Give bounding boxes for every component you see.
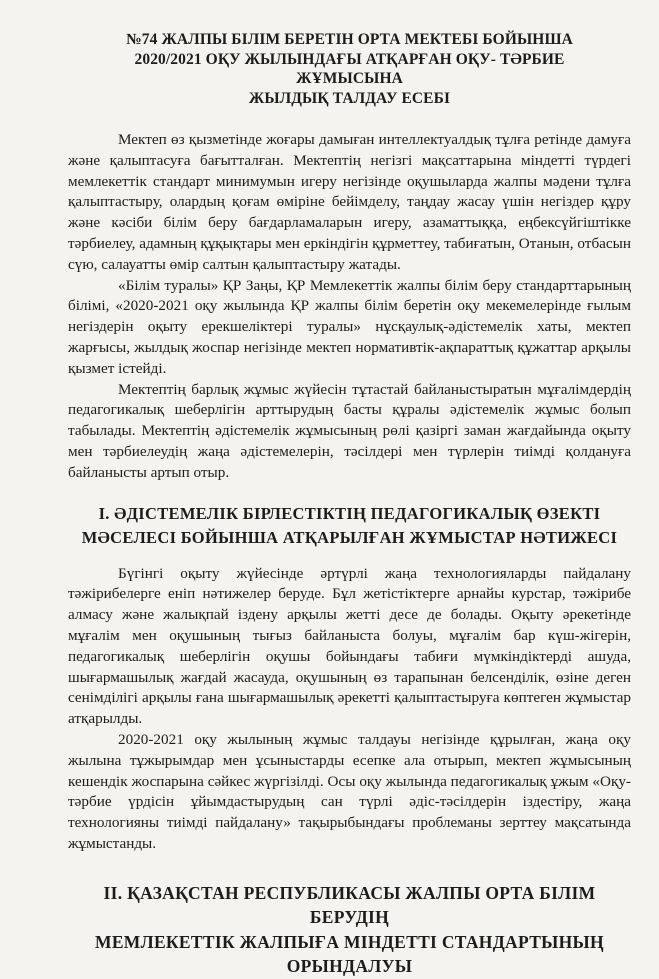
section-heading-line: МЕМЛЕКЕТТІК ЖАЛПЫҒА МІНДЕТТІ СТАНДАРТЫНЫҢ — [95, 931, 604, 952]
document-title — [68, 30, 631, 108]
intro-paragraph: Мектеп өз қызметінде жоғары дамыған интеллектуалдық тұлға ретінде дамуға және қалыптасуға бағытталған. Мектептің негізгі мақсаттарына міндетті түрдегі мемлекеттік стандарт минимумын игеру негізінде оқушыларда жалпы мәдени тұлға қалыптастыру, олардың қоғам өміріне бейімделу, таңдау жасау үшін негіздер құру және кәсіби білім беру бағдарламаларын игеру, азаматтыққа, еңбексүйгіштікке тәрбиелеу, адамның құқықтары мен еркіндігін құрметтеу, табиғатын, Отанын, отбасын сүю, салауатты өмір салтын қалыптастыру жатады. — [68, 131, 631, 273]
section-heading-line: II. ҚАЗАҚСТАН РЕСПУБЛИКАСЫ ЖАЛПЫ ОРТА БІЛІМ БЕРУДІҢ — [103, 882, 596, 928]
title-line: ЖЫЛДЫҚ ТАЛДАУ ЕСЕБІ — [248, 89, 451, 107]
section-2-heading — [68, 881, 631, 979]
section-1-heading — [68, 502, 631, 550]
section-heading-line: I. ӘДІСТЕМЕЛІК БІРЛЕСТІКТІҢ ПЕДАГОГИКАЛЫҚ ӨЗЕКТІ — [98, 503, 601, 523]
title-line: 2020/2021 ОҚУ ЖЫЛЫНДАҒЫ АТҚАРҒАН ОҚУ- ТӘРБИЕ — [134, 50, 565, 68]
intro-paragraph: «Білім туралы» ҚР Заңы, ҚР Мемлекеттік жалпы білім беру стандарттарының білімі, «2020-2021 оқу жылында ҚР жалпы білім беретін оқу мекемелерінде ғылым негіздерін оқыту ерекшеліктері туралы» нұсқаулық-әдістемелік хаты, мектеп жарғысы, жылдық жоспар негізінде мектеп нормативтік-ақпараттық құжаттар арқылы қызмет істейді. — [68, 276, 631, 377]
title-line: №74 ЖАЛПЫ БІЛІМ БЕРЕТІН ОРТА МЕКТЕБІ БОЙЫНША — [126, 31, 573, 48]
section-1-paragraph: 2020-2021 оқу жылының жұмыс талдауы негізінде құрылған, жаңа оқу жылына тұжырымдар мен ұсыныстарды есепке ала отырып, мектеп жұмысының кешендік жоспарына сәйкес жүргізілді. Осы оқу жылында педагогикалық ұжым «Оқу-тәрбие үрдісін ұйымдастырудың сан түрлі әдіс-тәсілдерін іздестіру, жаңа технологияны тиімді пайдалану» тақырыбындағы проблеманы зерттеу мақсатында жұмыстанды. — [68, 730, 631, 852]
section-1-paragraph: Бүгінгі оқыту жүйесінде әртүрлі жаңа технологияларды пайдалану тәжірибелерге еніп нәтижелер беруде. Бұл жетістіктерге арнайы курстар, тәжірибе алмасу және жалықпай іздену арқылы жетті десе де болады. Оқыту әрекетінде мұғалім мен оқушының тығыз байланыста болуы, мұғалім бар күш-жігерін, педагогикалық шеберлігін оқушы бойындағы табиғи мүмкіндіктерді ашуда, шығармашылық жағдай жасауда, оқушының өз тарапынан белсенділік, өзіне деген сенімділігі арқылы ғана шығармашылық әрекетті қалыптастыруға көптеген жұмыстар атқарылды. — [68, 564, 631, 728]
section-heading-line: МӘСЕЛЕСІ БОЙЫНША АТҚАРЫЛҒАН ЖҰМЫСТАР НӘТИЖЕСІ — [81, 527, 618, 547]
section-heading-line: ОРЫНДАЛУЫ — [286, 956, 413, 977]
title-line: ЖҰМЫСЫНА — [296, 70, 403, 87]
intro-paragraph: Мектептің барлық жұмыс жүйесін тұтастай байланыстыратын мұғалімдердің педагогикалық шеберлігін арттырудың басты құралы әдістемелік жұмыс болып табылады. Мектептің әдістемелік жұмысының рөлі қазіргі заман жағдайында оқыту мен тәрбиелеудің жаңа әдістемелерін, тәсілдері мен түрлерін тиімді қолдануға байланысты артып отыр. — [68, 380, 631, 481]
